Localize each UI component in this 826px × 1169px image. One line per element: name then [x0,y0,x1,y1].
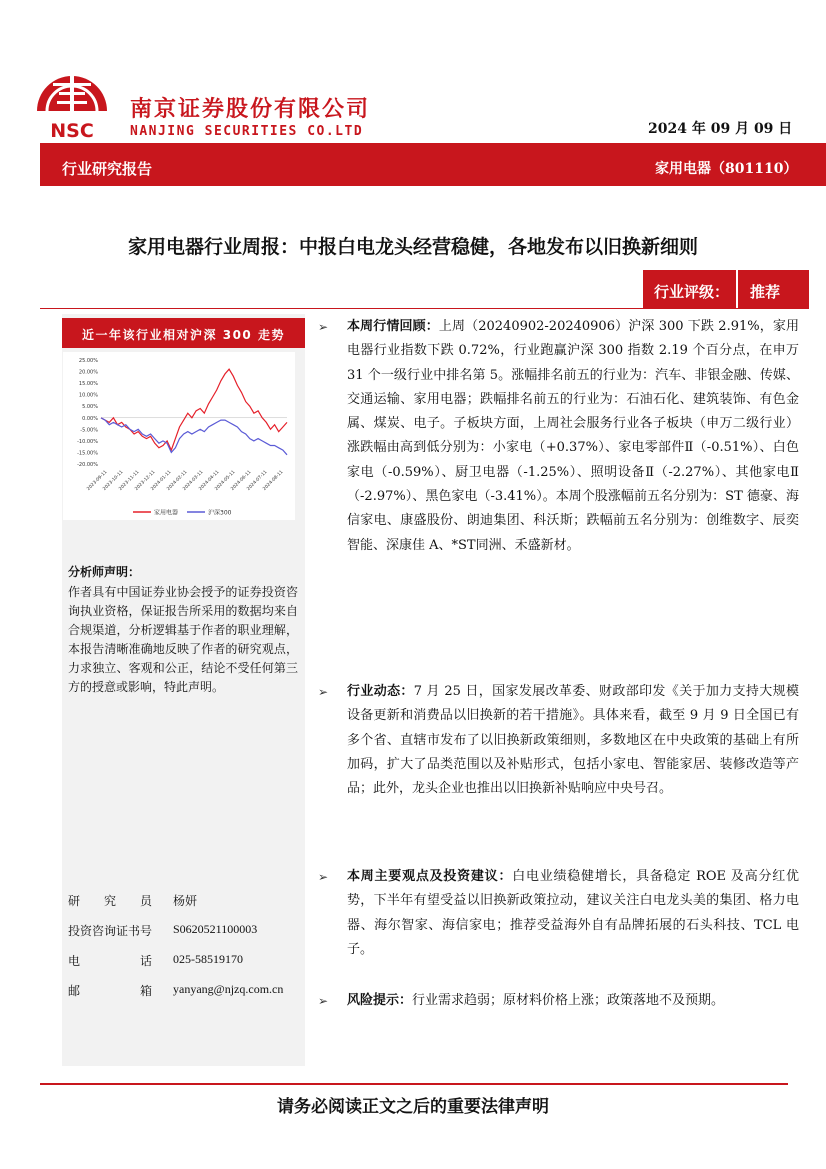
phone-number: 025-58519170 [173,952,243,966]
y-tick-label: 5.00% [82,404,98,411]
email-label: 邮 箱 [68,984,153,998]
bullet-arrow-icon: ➢ [318,320,329,334]
section-body: 行业需求趋弱；原材料价格上涨；政策落地不及预期。 [412,993,725,1008]
company-name-cn: 南京证券股份有限公司 [130,97,371,122]
x-tick-label: 2023-09-11 [86,469,109,492]
phone-label: 电 话 [68,954,153,968]
y-tick-label: 15.00% [78,381,98,388]
x-tick-label: 2023-12-11 [134,469,157,492]
x-tick-label: 2024-04-11 [198,469,221,492]
section-body: 白电业绩稳健增长，具备稳定 ROE 及高分红优势，下半年有望受益以旧换新政策拉动，建议关注白电龙头美的集团、格力电器、海尔智家、海信家电；推荐受益海外自有品牌拓展的石头科技、TCL 电子。 [347,869,799,957]
nsc-logo [33,65,111,139]
x-tick-label: 2023-10-11 [102,469,125,492]
series-line-csi300 [101,418,287,455]
report-date: 2024 年 09 月 09 日 [648,121,793,137]
legend-label-appliances: 家用电器 [154,509,179,517]
risk-section [347,989,799,1013]
logo-text: NSC [50,120,94,139]
industry-news-section [347,680,799,801]
section-body: 上周（20240902-20240906）沪深 300 下跌 2.91%，家用电器行业指数下跌 0.72%，行业跑赢沪深 300 指数 2.19 个百分点，在申万 31 个一级行业中排名第 5。涨幅排名前五的行业为：汽车、非银金融、传媒、交通运输、家用电器；跌幅排名前五的行业为：石油石化、建筑装饰、有色金属、煤炭、电子。子板块方面，上周社会服务行业各子板块（申万二级行业）涨跌幅由高到低分别为：小家电（+0.37%）、家电零部件Ⅱ（-0.51%）、白色家电（-0.59%）、厨卫电器（-1.25%）、照明设备Ⅱ（-2.27%）、其他家电Ⅱ（-2.97%）、黑色家电（-3.41%）。本周个股涨幅前五名分别为：ST 德豪、海信家电、康盛股份、朗迪集团、科沃斯；跌幅前五名分别为：创维数字、辰奕智能、深康佳 A、*ST同洲、禾盛新材。 [347,319,799,553]
section-heading: 行业动态： [347,684,414,699]
analyst-statement: 作者具有中国证券业协会授予的证券投资咨询执业资格，保证报告所采用的数据均来自合规渠道，分析逻辑基于作者的职业理解，本报告清晰准确地反映了作者的研究观点，力求独立、客观和公正，结论不受任何第三方的授意或影响，特此声明。 [68,585,298,694]
x-tick-label: 2024-05-11 [214,469,237,492]
x-tick-label: 2024-08-11 [262,469,285,492]
y-tick-label: -20.00% [77,462,98,468]
series-line-appliances [101,369,287,450]
cert-label: 投资咨询证书号 [68,924,153,938]
rating-label: 行业评级： [654,283,730,301]
email-address[interactable]: yanyang@njzq.com.cn [173,982,284,996]
legend-label-csi300: 沪深300 [208,509,232,517]
chart-svg [63,352,295,520]
y-tick-label: 20.00% [78,369,98,376]
x-tick-label: 2024-02-11 [166,469,189,492]
x-tick-label: 2024-07-11 [246,469,269,492]
chart-legend [133,509,232,517]
analyst-heading: 分析师声明： [68,565,141,579]
section-heading: 本周行情回顾： [347,319,439,334]
legal-notice: 请务必阅读正文之后的重要法律声明 [277,1097,549,1117]
rating-divider [736,270,738,308]
y-tick-label: -5.00% [80,427,98,434]
section-heading: 风险提示： [347,993,413,1008]
top-divider [40,308,809,309]
y-tick-label: -10.00% [77,438,98,445]
y-tick-label: 0.00% [82,415,98,422]
section-body: 7 月 25 日，国家发展改革委、财政部印发《关于加力支持大规模设备更新和消费品以旧换新的若干措施》。具体来看，截至 9 月 9 日全国已有多个省、直辖市发布了以旧换新政策细则，多数地区在中央政策的基础上有所加码，扩大了品类范围以及补贴形式，包括小家电、智能家居、装修改造等产品；此外，龙头企业也推出以旧换新补贴响应中央号召。 [347,684,799,797]
report-title: 家用电器行业周报：中报白电龙头经营稳健，各地发布以旧换新细则 [127,236,698,258]
report-type: 行业研究报告 [62,160,153,178]
bullet-arrow-icon: ➢ [318,870,329,884]
x-tick-label: 2023-11-11 [118,469,141,492]
company-name-en: NANJING SECURITIES CO.LTD [130,124,364,139]
x-tick-label: 2024-01-11 [150,469,173,492]
y-tick-label: 10.00% [78,392,98,399]
performance-chart [63,352,295,520]
rating-value: 推荐 [750,283,781,301]
investment-view-section [347,865,799,962]
bottom-divider [40,1083,788,1085]
researcher-name: 杨妍 [173,894,198,908]
chart-panel-title: 近一年该行业相对沪深 300 走势 [82,328,285,342]
section-heading: 本周主要观点及投资建议： [347,869,513,884]
researcher-label: 研 究 员 [68,894,153,908]
x-tick-label: 2024-03-11 [182,469,205,492]
y-tick-label: -15.00% [77,450,98,457]
cert-number: S0620521100003 [173,922,258,936]
market-review-section [347,315,799,558]
x-tick-label: 2024-06-11 [230,469,253,492]
bullet-arrow-icon: ➢ [318,685,329,699]
bullet-arrow-icon: ➢ [318,994,329,1008]
y-tick-label: 25.00% [78,358,98,364]
industry-code: 家用电器（801110） [655,161,798,177]
